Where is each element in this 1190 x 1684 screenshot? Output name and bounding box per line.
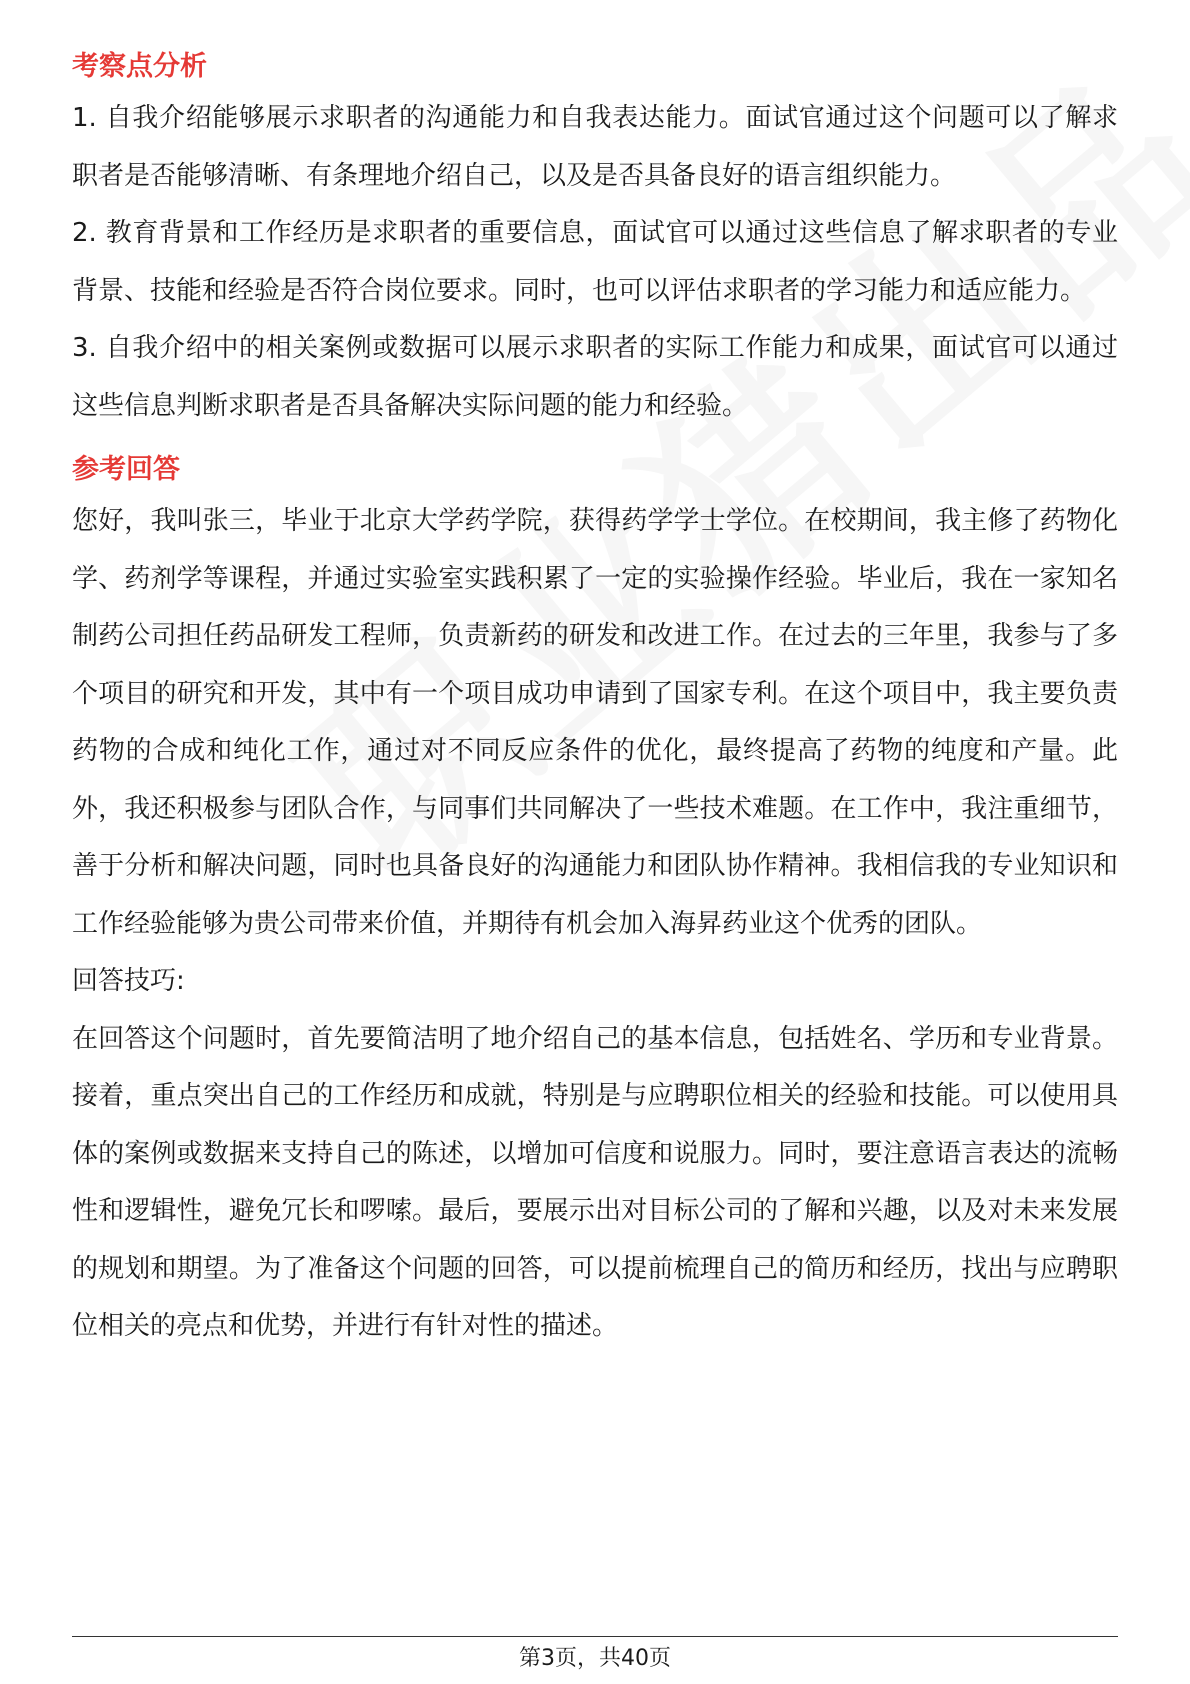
answer-tips-heading: 回答技巧: — [72, 966, 185, 996]
document-page — [72, 44, 1118, 1356]
analysis-point-2: 2. 教育背景和工作经历是求职者的重要信息，面试官可以通过这些信息了解求职者的专业背景、技能和经验是否符合岗位要求。同时，也可以评估求职者的学习能力和适应能力。 — [72, 218, 1118, 306]
analysis-point-3: 3. 自我介绍中的相关案例或数据可以展示求职者的实际工作能力和成果，面试官可以通过这些信息判断求职者是否具备解决实际问题的能力和经验。 — [72, 333, 1118, 421]
section-title-reference-answer: 参考回答 — [72, 454, 180, 485]
section-title-analysis: 考察点分析 — [72, 51, 207, 82]
answer-tips-body: 在回答这个问题时，首先要简洁明了地介绍自己的基本信息，包括姓名、学历和专业背景。接着，重点突出自己的工作经历和成就，特别是与应聘职位相关的经验和技能。可以使用具体的案例或数据来支持自己的陈述，以增加可信度和说服力。同时，要注意语言表达的流畅性和逻辑性，避免冗长和啰嗦。最后，要展示出对目标公司的了解和兴趣，以及对未来发展的规划和期望。为了准备这个问题的回答，可以提前梳理自己的简历和经历，找出与应聘职位相关的亮点和优势，并进行有针对性的描述。 — [72, 1023, 1118, 1341]
reference-answer-body: 您好，我叫张三，毕业于北京大学药学院，获得药学学士学位。在校期间，我主修了药物化学、药剂学等课程，并通过实验室实践积累了一定的实验操作经验。毕业后，我在一家知名制药公司担任药品研发工程师，负责新药的研发和改进工作。在过去的三年里，我参与了多个项目的研究和开发，其中有一个项目成功申请到了国家专利。在这个项目中，我主要负责药物的合成和纯化工作，通过对不同反应条件的优化，最终提高了药物的纯度和产量。此外，我还积极参与团队合作，与同事们共同解决了一些技术难题。在工作中，我注重细节，善于分析和解决问题，同时也具备良好的沟通能力和团队协作精神。我相信我的专业知识和工作经验能够为贵公司带来价值，并期待有机会加入海昇药业这个优秀的团队。 — [72, 506, 1118, 939]
page-number: 第3页，共40页 — [519, 1646, 671, 1671]
analysis-point-1: 1. 自我介绍能够展示求职者的沟通能力和自我表达能力。面试官通过这个问题可以了解求职者是否能够清晰、有条理地介绍自己，以及是否具备良好的语言组织能力。 — [72, 103, 1118, 191]
footer-divider — [72, 1636, 1118, 1637]
